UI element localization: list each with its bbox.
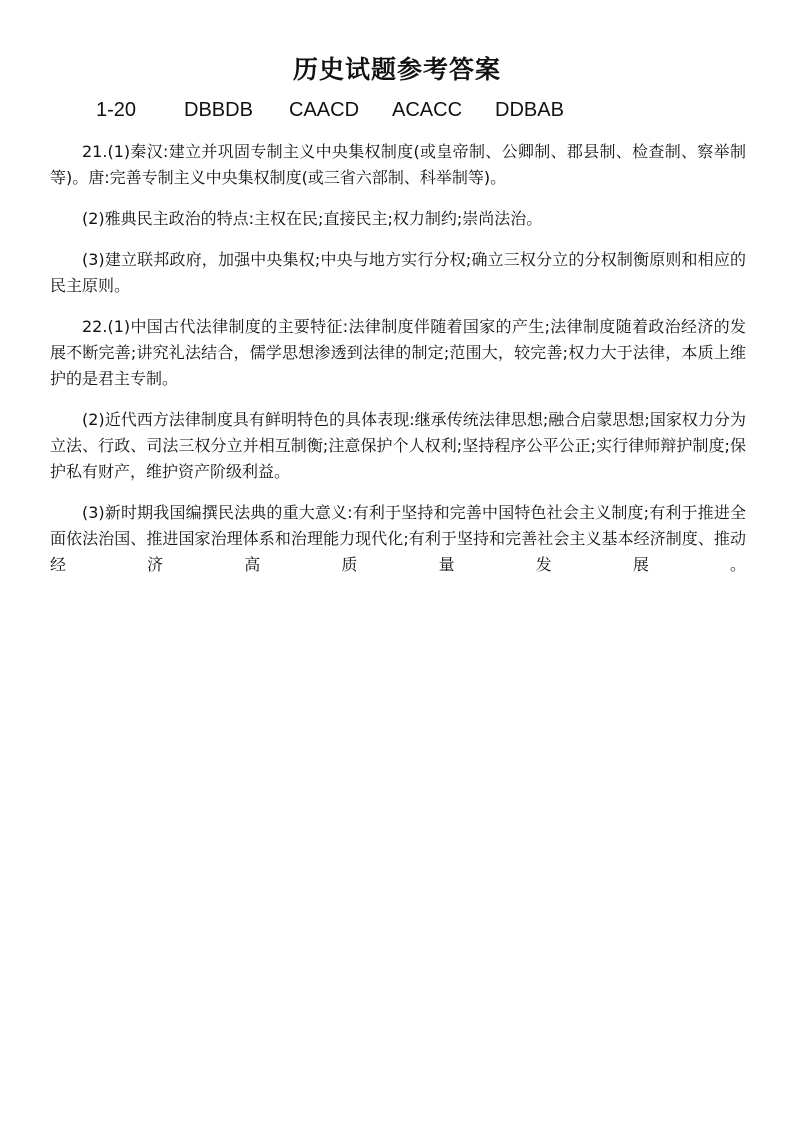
- answer-22-1: 22.(1)中国古代法律制度的主要特征:法律制度伴随着国家的产生;法律制度随着政治经济的发展不断完善;讲究礼法结合，儒学思想渗透到法律的制定;范围大，较完善;权力大于法律，本质上维护的是君主专制。: [50, 317, 746, 388]
- mc-group-2: CAACD: [289, 99, 360, 121]
- mc-range: 1-20: [96, 99, 137, 121]
- page-title: 历史试题参考答案: [292, 55, 501, 84]
- mc-group-3: ACACC: [392, 99, 463, 121]
- mc-group-1: DBBDB: [184, 99, 253, 121]
- mc-group-4: DDBAB: [495, 99, 564, 121]
- answer-21-3: (3)建立联邦政府，加强中央集权;中央与地方实行分权;确立三权分立的分权制衡原则和相应的民主原则。: [50, 250, 746, 295]
- answer-body: [50, 139, 746, 593]
- answer-22-3: (3)新时期我国编撰民法典的重大意义:有利于坚持和完善中国特色社会主义制度;有利于推进全面依法治国、推进国家治理体系和治理能力现代化;有利于坚持和完善社会主义基本经济制度、推动经济高质量发展。: [50, 503, 746, 574]
- answer-22-2: (2)近代西方法律制度具有鲜明特色的具体表现:继承传统法律思想;融合启蒙思想;国家权力分为立法、行政、司法三权分立并相互制衡;注意保护个人权利;坚持程序公平公正;实行律师辩护制度;保护私有财产，维护资产阶级利益。: [50, 410, 746, 481]
- answer-21-2: (2)雅典民主政治的特点:主权在民;直接民主;权力制约;崇尚法治。: [82, 209, 543, 228]
- answer-21-1: 21.(1)秦汉:建立并巩固专制主义中央集权制度(或皇帝制、公卿制、郡县制、检查制、察举制等)。唐:完善专制主义中央集权制度(或三省六部制、科举制等)。: [50, 142, 746, 187]
